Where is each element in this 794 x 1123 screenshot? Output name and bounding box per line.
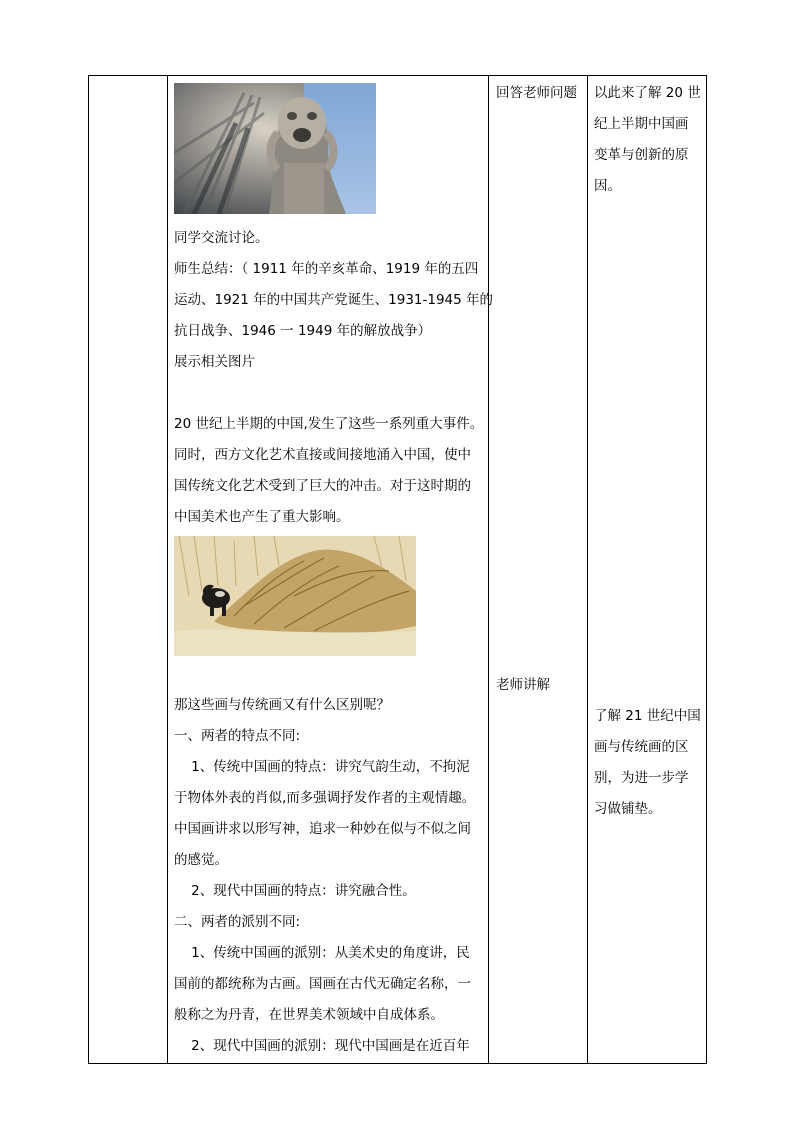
text-line: 二、两者的派别不同: [174,914,301,930]
painting-image [174,536,416,656]
intent-text-line: 纪上半期中国画 [594,116,689,132]
text-line: 1、传统中国画的特点：讲究气韵生动，不拘泥 [174,759,470,775]
text-line: 师生总结：（ 1911 年的辛亥革命、1919 年的五四 [174,261,479,277]
text-line: 同时，西方文化艺术直接或间接地涌入中国，使中 [174,447,471,463]
text-line: 抗日战争、1946 一 1949 年的解放战争） [174,323,432,339]
intent-text-line: 画与传统画的区 [594,739,689,755]
intent-text-line: 以此来了解 20 世 [594,85,701,101]
table-column-student-activity [489,76,588,1064]
text-line: 同学交流讨论。 [174,230,269,246]
text-line: 那这些画与传统画又有什么区别呢？ [174,697,390,713]
text-line: 国传统文化艺术受到了巨大的冲击。对于这时期的 [174,478,471,494]
text-line: 2、现代中国画的特点：讲究融合性。 [174,883,416,899]
text-line: 中国美术也产生了重大影响。 [174,509,350,525]
intent-text-line: 变革与创新的原 [594,147,689,163]
table-column-blank [89,76,168,1064]
text-line: 2、现代中国画的派别：现代中国画是在近百年 [174,1038,470,1054]
text-line: 的感觉。 [174,852,228,868]
student-activity-label: 回答老师问题 [496,85,577,101]
student-activity-label: 老师讲解 [496,677,550,693]
gargoyle-photo [174,83,376,214]
table-column-intent [588,76,707,1064]
text-line: 运动、1921 年的中国共产党诞生、1931-1945 年的 [174,292,494,308]
text-line: 中国画讲求以形写神，追求一种妙在似与不似之间 [174,821,471,837]
text-line: 于物体外表的肖似,而多强调抒发作者的主观情趣。 [174,790,476,806]
text-line: 展示相关图片 [174,354,255,370]
text-line: 国前的都统称为古画。国画在古代无确定名称，一 [174,976,471,992]
text-line: 一、两者的特点不同: [174,728,301,744]
intent-text-line: 因。 [594,178,621,194]
text-line: 1、传统中国画的派别：从美术史的角度讲，民 [174,945,470,961]
table-bottom-border [88,1063,707,1064]
text-line: 20 世纪上半期的中国,发生了这些一系列重大事件。 [174,416,484,432]
intent-text-line: 习做铺垫。 [594,801,662,817]
text-line: 般称之为丹青，在世界美术领域中自成体系。 [174,1007,444,1023]
intent-text-line: 别，为进一步学 [594,770,689,786]
intent-text-line: 了解 21 世纪中国 [594,708,701,724]
